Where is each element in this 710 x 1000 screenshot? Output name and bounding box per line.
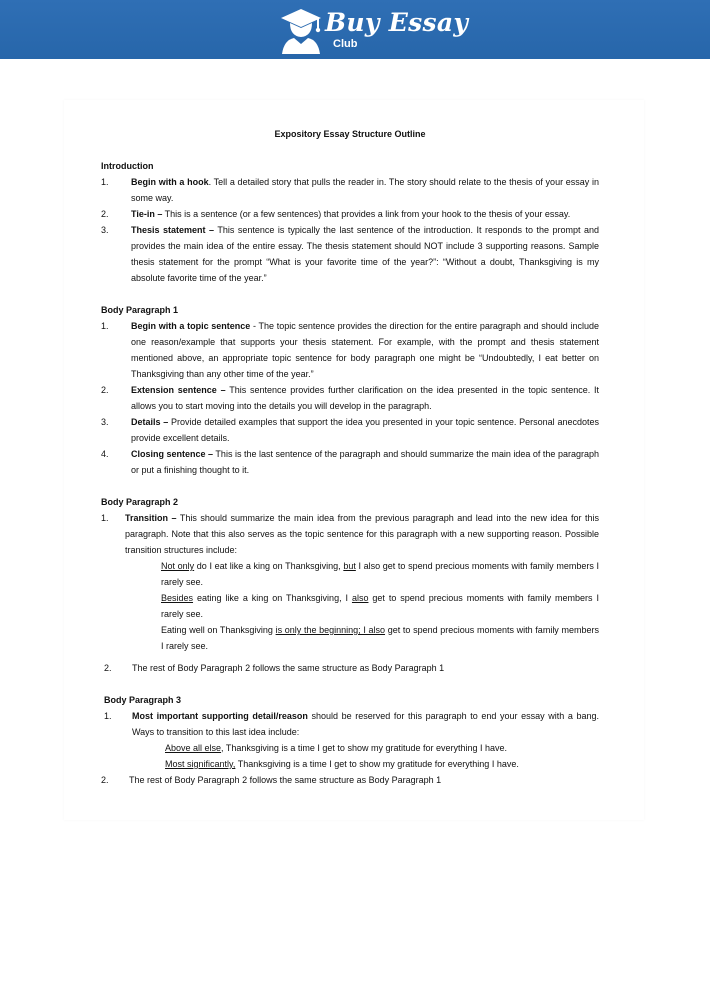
- list-item: [101, 174, 599, 206]
- list-item: [101, 318, 599, 382]
- item-number: 2.: [104, 663, 112, 673]
- site-header: [0, 0, 710, 59]
- list-item: [101, 382, 599, 414]
- item-number: 1.: [101, 321, 109, 331]
- list-item: [101, 222, 599, 286]
- section-heading-body-3: Body Paragraph 3: [104, 695, 182, 705]
- section-heading-body-1: Body Paragraph 1: [101, 305, 179, 315]
- item-number: 4.: [101, 449, 109, 459]
- item-text: This is the last sentence of the paragraph and should summarize the main idea of the paragraph or put a finishing thought to it.: [131, 449, 599, 475]
- item-text: This sentence provides further clarification on the idea presented in the topic sentence. It allows you to start moving into the details you will develop in the paragraph.: [131, 385, 599, 411]
- item-bold: Details –: [131, 417, 169, 427]
- document-content: [101, 126, 599, 788]
- item-number: 2.: [101, 385, 109, 395]
- item-text: This should summarize the main idea from the previous paragraph and lead into the new idea for this paragraph. Note that this also serves as the topic sentence for this paragraph with a new supporting reason. Possible transition structures include:: [125, 513, 600, 555]
- section-heading-introduction: Introduction: [101, 161, 154, 171]
- list-item: [101, 206, 599, 222]
- site-logo[interactable]: [279, 6, 469, 54]
- item-bold: Tie-in –: [131, 209, 163, 219]
- transition-example: Not only do I eat like a king on Thanksgiving, but I also get to spend precious moments with family members I rarely see.: [161, 561, 599, 587]
- item-number: 3.: [101, 417, 109, 427]
- list-item: [104, 708, 599, 740]
- transition-example: Besides eating like a king on Thanksgiving, I also get to spend precious moments with family members I rarely see.: [161, 593, 599, 619]
- list-item: [101, 772, 599, 788]
- logo-text: Buy Essay: [325, 8, 469, 37]
- item-bold: Begin with a topic sentence: [131, 321, 251, 331]
- graduate-icon: [279, 6, 323, 54]
- transition-example: Above all else, Thanksgiving is a time I get to show my gratitude for everything I have.: [165, 743, 508, 753]
- item-bold: Begin with a hook: [131, 177, 209, 187]
- list-item: [101, 414, 599, 446]
- item-number: 2.: [101, 209, 109, 219]
- item-bold: Extension sentence –: [131, 385, 226, 395]
- transition-example: Most significantly, Thanksgiving is a time I get to show my gratitude for everything I have.: [165, 759, 519, 769]
- item-text: . Tell a detailed story that pulls the reader in. The story should relate to the thesis of your essay in some way.: [131, 177, 599, 203]
- item-text: The rest of Body Paragraph 2 follows the same structure as Body Paragraph 1: [132, 663, 445, 673]
- item-number: 1.: [104, 711, 112, 721]
- list-item: [101, 510, 599, 558]
- item-text: should be reserved for this paragraph to end your essay with a bang. Ways to transition to this last idea include:: [132, 711, 599, 737]
- list-item: [104, 660, 599, 676]
- item-text: The rest of Body Paragraph 2 follows the same structure as Body Paragraph 1: [129, 775, 442, 785]
- list-item: [101, 446, 599, 478]
- item-text: - The topic sentence provides the direction for the entire paragraph and should include one reason/example that supports your thesis statement. For example, with the prompt and thesis statement mentioned above, an appropriate topic sentence for body paragraph one might be “Undoubtedly, I eat better on Thanksgiving than any other time of the year.”: [131, 321, 599, 379]
- logo-subtext: Club: [333, 38, 358, 50]
- item-bold: Most important supporting detail/reason: [132, 711, 308, 721]
- document-title: Expository Essay Structure Outline: [274, 129, 426, 139]
- item-number: 1.: [101, 513, 109, 523]
- item-text: This sentence is typically the last sentence of the introduction. It responds to the prompt and provides the main idea of the entire essay. The thesis statement should NOT include 3 supporting reasons. Sample thesis statement for the prompt “What is your favorite time of the year?”: “Without a doubt, Thanksgiving is my absolute favorite time of the year.”: [131, 225, 600, 283]
- transition-example: Eating well on Thanksgiving is only the beginning; I also get to spend precious moments with family members I rarely see.: [161, 625, 599, 651]
- item-text: This is a sentence (or a few sentences) that provides a link from your hook to the thesis of your essay.: [162, 209, 571, 219]
- section-heading-body-2: Body Paragraph 2: [101, 497, 179, 507]
- item-number: 3.: [101, 225, 109, 235]
- item-text: Provide detailed examples that support the idea you presented in your topic sentence. Personal anecdotes provide excellent details.: [131, 417, 599, 443]
- item-number: 1.: [101, 177, 109, 187]
- item-bold: Closing sentence –: [131, 449, 214, 459]
- item-bold: Transition –: [125, 513, 177, 523]
- item-bold: Thesis statement –: [131, 225, 215, 235]
- item-number: 2.: [101, 775, 109, 785]
